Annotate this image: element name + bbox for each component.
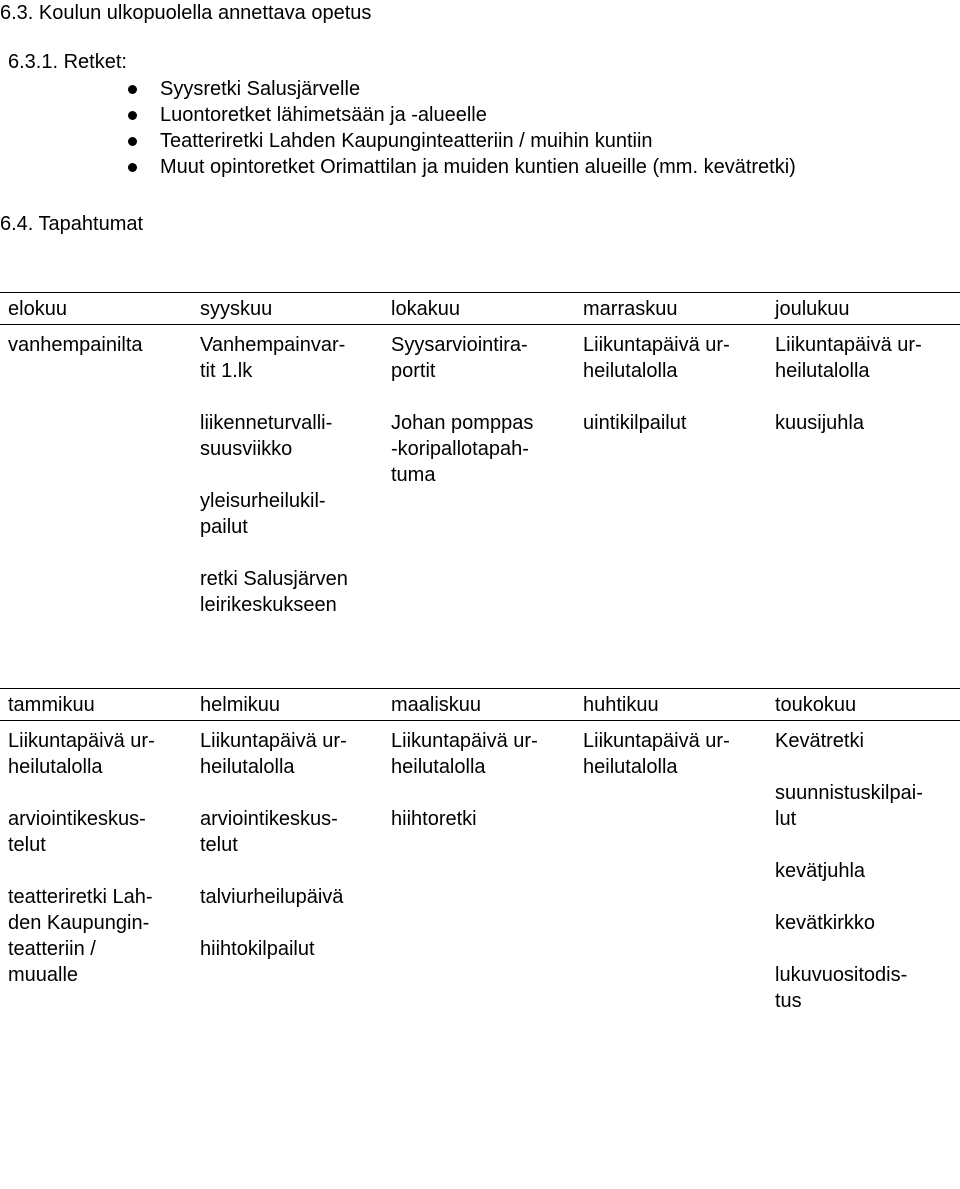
event-text-line: Johan pomppas xyxy=(391,412,534,434)
section-heading-6-4: 6.4. Tapahtumat xyxy=(0,213,144,235)
bullet-icon xyxy=(128,137,137,146)
event-text-line: lut xyxy=(775,808,797,830)
table-header-row xyxy=(0,293,960,325)
event-text-line: retki Salusjärven xyxy=(200,568,348,590)
event-text-line: Syysarviointira- xyxy=(391,334,528,356)
list-item-text: Syysretki Salusjärvelle xyxy=(160,78,361,100)
month-cell xyxy=(192,721,383,1015)
list-item-text: Teatteriretki Lahden Kaupunginteatteriin / muihin kuntiin xyxy=(160,130,653,152)
event-text-line: telut xyxy=(8,834,46,856)
event-text-line: heilutalolla xyxy=(391,756,486,778)
event-text-line: tuma xyxy=(391,464,436,486)
list-item-text: Luontoretket lähimetsään ja -alueelle xyxy=(160,104,487,126)
event-text-line: lukuvuositodis- xyxy=(775,964,908,986)
month-cell xyxy=(192,325,383,619)
events-table-spring xyxy=(0,688,960,1014)
event-text-line: telut xyxy=(200,834,238,856)
event-text-line: heilutalolla xyxy=(583,756,678,778)
event-text-line: den Kaupungin- xyxy=(8,912,150,934)
event-text-line: portit xyxy=(391,360,436,382)
event-text-line: talviurheilupäivä xyxy=(200,886,344,908)
event-text-line: tus xyxy=(775,990,802,1012)
bullet-icon xyxy=(128,111,137,120)
month-header: toukokuu xyxy=(767,689,960,721)
month-header: lokakuu xyxy=(383,293,575,325)
month-header: helmikuu xyxy=(192,689,383,721)
event-item xyxy=(775,858,960,884)
event-text-line: kevätjuhla xyxy=(775,860,866,882)
event-text-line: vanhempainilta xyxy=(8,334,143,356)
event-item xyxy=(583,728,767,780)
event-item xyxy=(8,884,192,988)
event-item xyxy=(200,806,383,858)
event-item xyxy=(391,728,575,780)
event-text-line: hiihtoretki xyxy=(391,808,477,830)
event-text-line: teatteriin / xyxy=(8,938,96,960)
event-item xyxy=(775,962,960,1014)
month-cell xyxy=(0,325,192,619)
section-heading-6-3-1: 6.3.1. Retket: xyxy=(8,51,127,73)
event-text-line: teatteriretki Lah- xyxy=(8,886,153,908)
month-cell xyxy=(383,325,575,619)
table-header-row xyxy=(0,689,960,721)
events-table-autumn xyxy=(0,292,960,618)
event-item xyxy=(583,410,767,436)
event-text-line: Liikuntapäivä ur- xyxy=(775,334,922,356)
month-cell xyxy=(575,325,767,619)
event-item xyxy=(200,332,383,384)
month-cell xyxy=(767,325,960,619)
table-row xyxy=(0,325,960,619)
month-cell xyxy=(575,721,767,1015)
section-heading-6-3: 6.3. Koulun ulkopuolella annettava opetus xyxy=(0,2,372,24)
event-text-line: suusviikko xyxy=(200,438,293,460)
event-item xyxy=(200,566,383,618)
event-item xyxy=(775,410,960,436)
month-cell xyxy=(383,721,575,1015)
month-header: joulukuu xyxy=(767,293,960,325)
event-text-line: Liikuntapäivä ur- xyxy=(583,730,730,752)
month-cell xyxy=(0,721,192,1015)
event-item xyxy=(775,780,960,832)
event-text-line: uintikilpailut xyxy=(583,412,687,434)
event-text-line: leirikeskukseen xyxy=(200,594,337,616)
event-text-line: kuusijuhla xyxy=(775,412,864,434)
event-item xyxy=(583,332,767,384)
event-text-line: Liikuntapäivä ur- xyxy=(391,730,538,752)
event-text-line: muualle xyxy=(8,964,79,986)
event-item xyxy=(8,728,192,780)
event-text-line: heilutalolla xyxy=(775,360,870,382)
month-header: huhtikuu xyxy=(575,689,767,721)
event-text-line: Liikuntapäivä ur- xyxy=(8,730,155,752)
bullet-icon xyxy=(128,163,137,172)
event-text-line: Vanhempainvar- xyxy=(200,334,346,356)
event-text-line: arviointikeskus- xyxy=(8,808,146,830)
table-row xyxy=(0,721,960,1015)
list-item xyxy=(0,76,796,102)
event-text-line: tit 1.lk xyxy=(200,360,253,382)
month-header: elokuu xyxy=(0,293,192,325)
event-item xyxy=(8,332,192,358)
list-item xyxy=(0,154,796,180)
event-item xyxy=(200,728,383,780)
event-text-line: yleisurheilukil- xyxy=(200,490,326,512)
event-text-line: Kevätretki xyxy=(775,730,864,752)
event-text-line: liikenneturvalli- xyxy=(200,412,333,434)
month-header: marraskuu xyxy=(575,293,767,325)
month-header: syyskuu xyxy=(192,293,383,325)
list-item xyxy=(0,128,796,154)
event-item xyxy=(775,728,960,754)
event-text-line: arviointikeskus- xyxy=(200,808,338,830)
month-header: maaliskuu xyxy=(383,689,575,721)
event-text-line: heilutalolla xyxy=(200,756,295,778)
event-text-line: hiihtokilpailut xyxy=(200,938,315,960)
event-item xyxy=(391,410,575,488)
event-item xyxy=(200,936,383,962)
event-text-line: pailut xyxy=(200,516,248,538)
event-item xyxy=(8,806,192,858)
month-header: tammikuu xyxy=(0,689,192,721)
event-text-line: heilutalolla xyxy=(583,360,678,382)
event-text-line: heilutalolla xyxy=(8,756,103,778)
event-text-line: suunnistuskilpai- xyxy=(775,782,923,804)
list-item xyxy=(0,102,796,128)
event-text-line: Liikuntapäivä ur- xyxy=(583,334,730,356)
event-item xyxy=(200,488,383,540)
excursion-list xyxy=(0,76,796,180)
event-text-line: -koripallotapah- xyxy=(391,438,529,460)
event-item xyxy=(775,910,960,936)
month-cell xyxy=(767,721,960,1015)
event-item xyxy=(200,410,383,462)
event-item xyxy=(200,884,383,910)
event-item xyxy=(391,332,575,384)
event-item xyxy=(391,806,575,832)
event-item xyxy=(775,332,960,384)
event-text-line: kevätkirkko xyxy=(775,912,876,934)
event-text-line: Liikuntapäivä ur- xyxy=(200,730,347,752)
bullet-icon xyxy=(128,85,137,94)
list-item-text: Muut opintoretket Orimattilan ja muiden kuntien alueille (mm. kevätretki) xyxy=(160,156,796,178)
